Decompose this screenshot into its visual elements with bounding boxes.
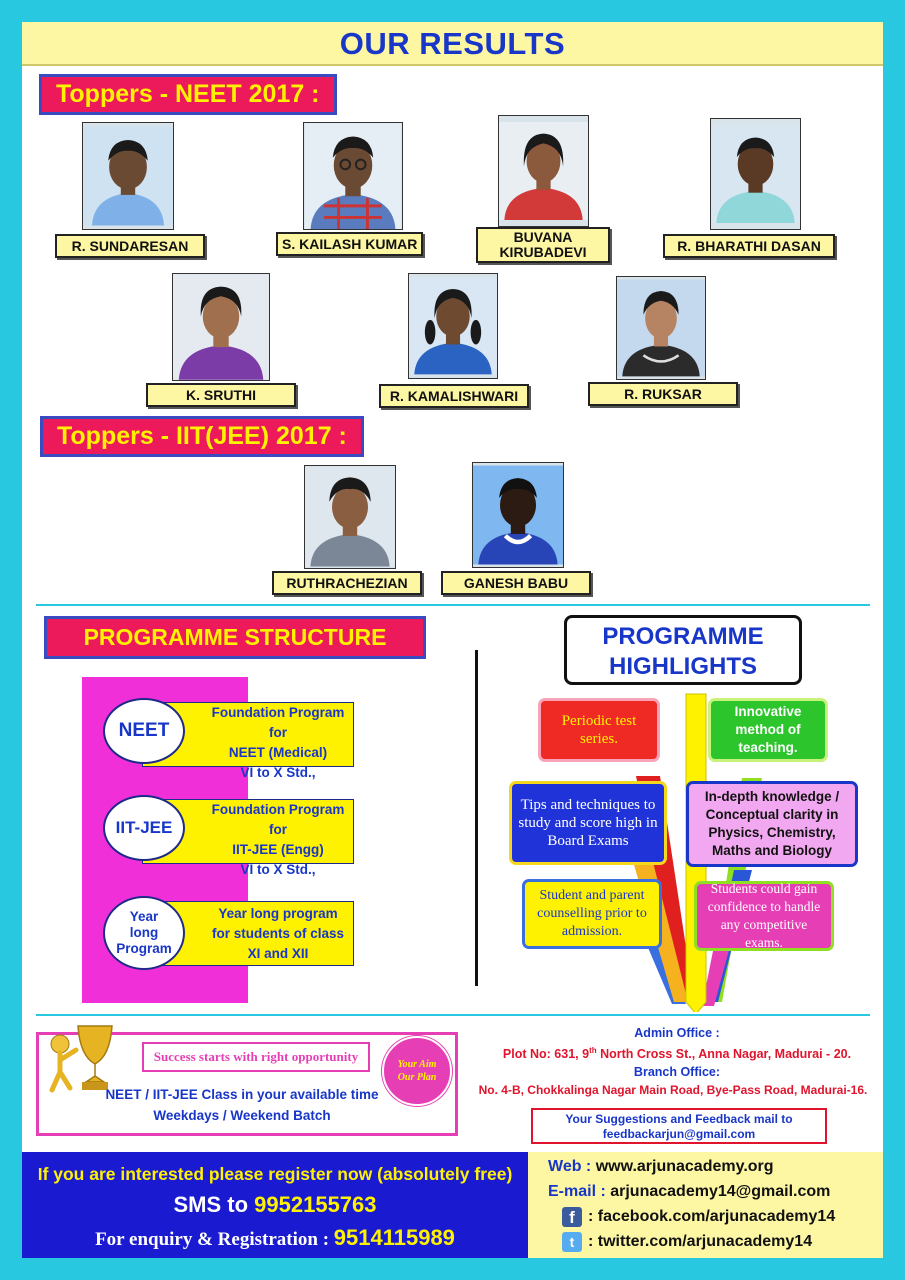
- admin-office-address: [474, 1042, 880, 1063]
- program-line: Year long program: [218, 906, 338, 921]
- topper-name-tag: RUTHRACHEZIAN: [272, 571, 422, 595]
- title-bar: [22, 22, 883, 66]
- program-line: VI to X Std.,: [240, 862, 316, 877]
- highlights-title-line: PROGRAMME: [602, 623, 764, 650]
- highlight-confidence: Students could gain confidence to handle any competitive exams.: [694, 881, 834, 951]
- highlights-title-line: HIGHLIGHTS: [609, 653, 757, 680]
- page-title: OUR RESULTS: [339, 26, 566, 61]
- program-line: Foundation Program for: [211, 802, 345, 837]
- highlight-innovative-method: Innovative method of teaching.: [708, 698, 828, 762]
- topper-name-tag: R. RUKSAR: [588, 382, 738, 406]
- topper-name-tag: GANESH BABU: [441, 571, 591, 595]
- neet-toppers-banner: Toppers - NEET 2017 :: [39, 74, 337, 115]
- email-label: E-mail :: [548, 1183, 611, 1200]
- batch-info: [92, 1084, 392, 1126]
- website-link[interactable]: www.arjunacademy.org: [595, 1158, 774, 1175]
- enquiry-number[interactable]: 9514115989: [333, 1225, 455, 1250]
- programme-highlights-title: [564, 615, 802, 685]
- topper-photo-kailash-kumar: [303, 122, 403, 230]
- program-line: IIT-JEE (Engg): [232, 842, 324, 857]
- twitter-icon[interactable]: t: [562, 1232, 582, 1252]
- topper-photo-kamalishwari: [408, 273, 498, 379]
- office-address: [474, 1024, 880, 1099]
- topper-name-tag: R. BHARATHI DASAN: [663, 234, 835, 258]
- register-prompt: If you are interested please register now (absolutely free): [37, 1164, 513, 1184]
- web-label: Web :: [548, 1158, 596, 1175]
- section-divider: [36, 1014, 870, 1016]
- programme-structure-banner: PROGRAMME STRUCTURE: [44, 616, 426, 659]
- program-line: NEET (Medical): [228, 745, 328, 760]
- topper-photo-sundaresan: [82, 122, 174, 230]
- web-contact-box: [528, 1152, 883, 1258]
- highlight-tips-techniques: Tips and techniques to study and score high in Board Exams: [509, 781, 667, 865]
- aim-plan-seal: [382, 1036, 452, 1106]
- feedback-line: Your Suggestions and Feedback mail to: [565, 1112, 793, 1126]
- email-line: [548, 1183, 830, 1201]
- feedback-email[interactable]: feedbackarjun@gmail.com: [602, 1127, 756, 1141]
- program-yearlong-circle: Year long Program: [103, 896, 185, 970]
- topper-photo-ruksar: [616, 276, 706, 380]
- admin-address-part: North Cross St., Anna Nagar, Madurai - 20.: [596, 1047, 852, 1062]
- web-line: [548, 1158, 774, 1176]
- highlight-periodic-tests: Periodic test series.: [538, 698, 660, 762]
- registration-box: [22, 1152, 528, 1258]
- program-neet-circle: NEET: [103, 698, 185, 764]
- column-divider: [475, 650, 478, 986]
- feedback-box: [531, 1108, 827, 1144]
- topper-name-tag: K. SRUTHI: [146, 383, 296, 407]
- program-iit-jee-circle: IIT-JEE: [103, 795, 185, 861]
- facebook-icon[interactable]: f: [562, 1207, 582, 1227]
- highlight-counselling: Student and parent counselling prior to admission.: [522, 879, 662, 949]
- program-line: Foundation Program for: [211, 705, 345, 740]
- highlight-in-depth-knowledge: In-depth knowledge / Conceptual clarity in Physics, Chemistry, Maths and Biology: [686, 781, 858, 867]
- topper-name-tag: R. SUNDARESAN: [55, 234, 205, 258]
- program-line: XI and XII: [247, 946, 309, 961]
- seal-line: Our Plan: [397, 1072, 437, 1083]
- batch-info-line: Weekdays / Weekend Batch: [153, 1108, 331, 1123]
- enquiry-line: [22, 1225, 528, 1251]
- sms-label: SMS to: [173, 1192, 255, 1217]
- admin-address-part: Plot No: 631, 9: [502, 1047, 590, 1062]
- topper-name-tag: R. KAMALISHWARI: [379, 384, 529, 408]
- sms-line: [22, 1192, 528, 1218]
- topper-photo-ganesh-babu: [472, 462, 564, 568]
- enquiry-label: For enquiry & Registration :: [95, 1229, 334, 1250]
- section-divider: [36, 604, 870, 606]
- sms-number[interactable]: 9952155763: [254, 1192, 377, 1217]
- twitter-link[interactable]: : twitter.com/arjunacademy14: [588, 1233, 813, 1250]
- facebook-link[interactable]: : facebook.com/arjunacademy14: [588, 1208, 836, 1225]
- topper-name-tag: BUVANA KIRUBADEVI: [476, 227, 610, 263]
- program-line: for students of class: [211, 926, 345, 941]
- admin-address-sup: th: [589, 1046, 597, 1055]
- program-line: VI to X Std.,: [240, 765, 316, 780]
- topper-photo-buvana-kirubadevi: [498, 115, 589, 227]
- branch-office-address: No. 4-B, Chokkalinga Nagar Main Road, Bye-Pass Road, Madurai-16.: [478, 1083, 868, 1098]
- topper-photo-bharathi-dasan: [710, 118, 801, 230]
- branch-office-label: Branch Office:: [633, 1065, 721, 1080]
- success-tagline: Success starts with right opportunity: [142, 1042, 370, 1072]
- batch-info-line: NEET / IIT-JEE Class in your available time: [105, 1087, 379, 1102]
- seal-line: Your Aim: [397, 1059, 437, 1070]
- topper-photo-sruthi: [172, 273, 270, 381]
- admin-office-label: Admin Office :: [634, 1026, 720, 1040]
- topper-photo-ruthrachezian: [304, 465, 396, 569]
- jee-toppers-banner: Toppers - IIT(JEE) 2017 :: [40, 416, 364, 457]
- poster: [22, 22, 883, 1258]
- email-link[interactable]: arjunacademy14@gmail.com: [610, 1183, 831, 1200]
- topper-name-tag: S. KAILASH KUMAR: [276, 232, 423, 256]
